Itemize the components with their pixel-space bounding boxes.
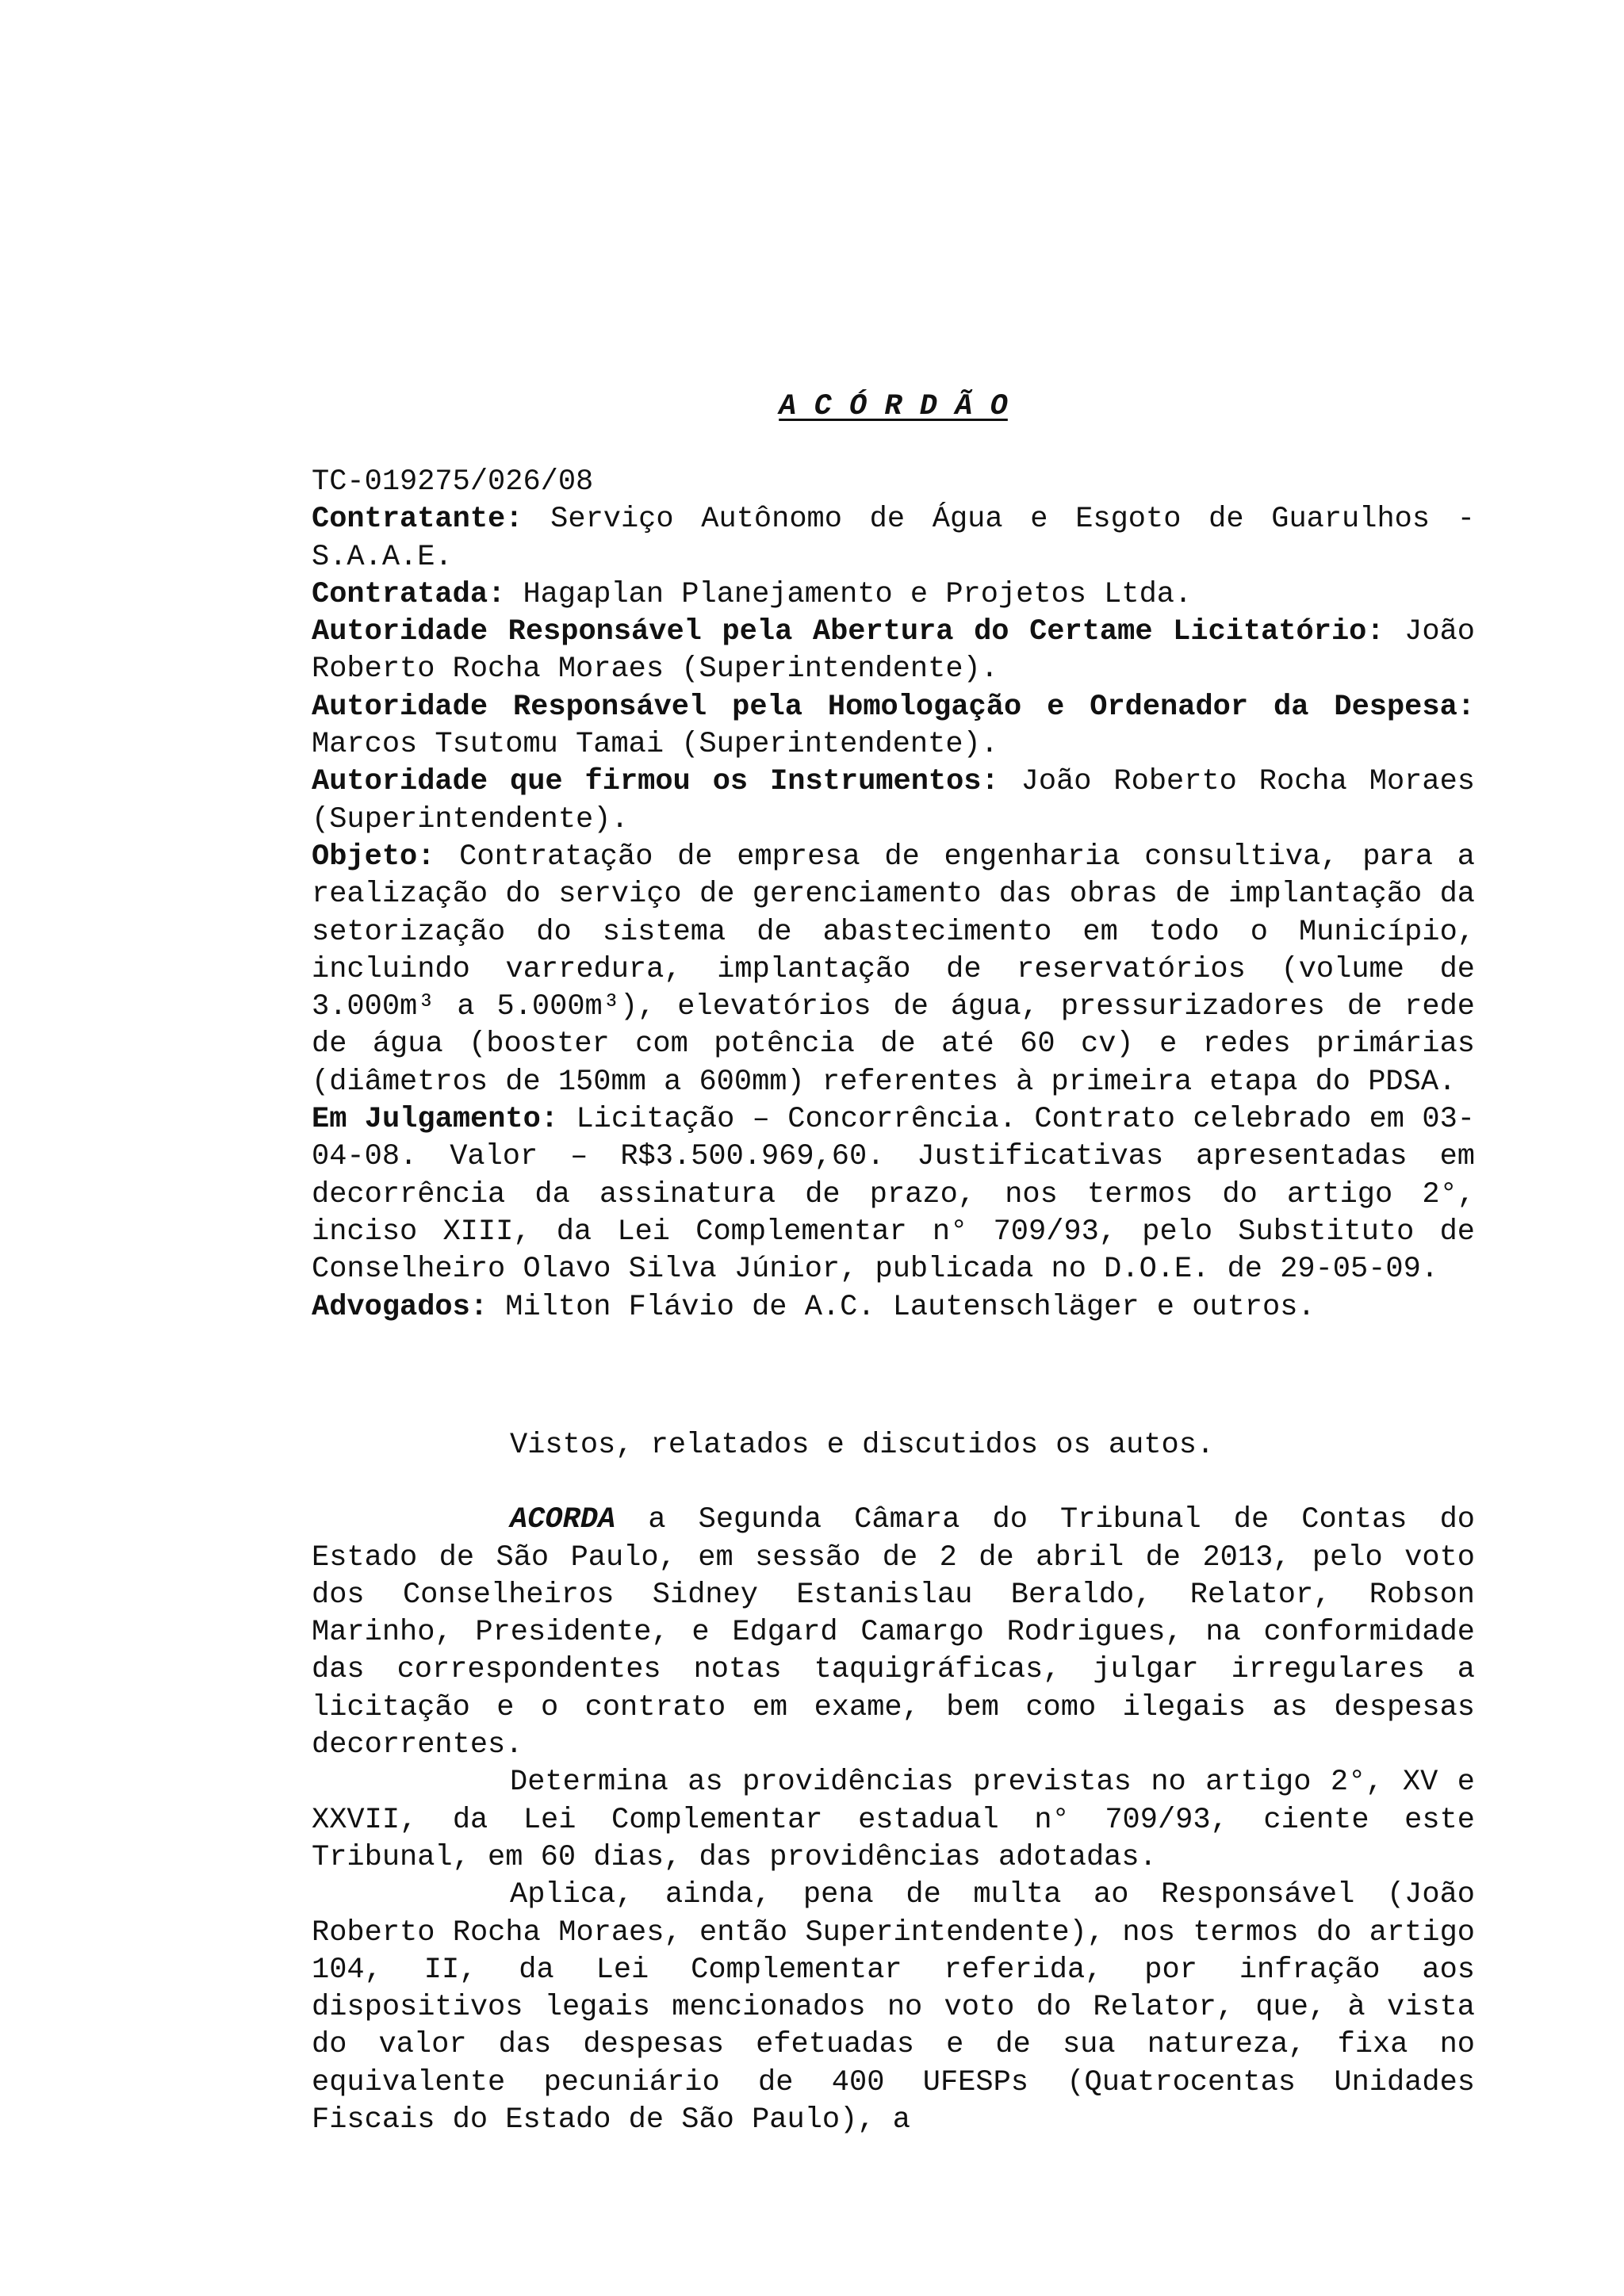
- field-label: Objeto:: [312, 840, 435, 874]
- decision-body: [312, 1427, 1475, 2139]
- field-label: Advogados:: [312, 1290, 488, 1324]
- document-title: A C Ó R D Ã O: [779, 390, 1008, 423]
- field-autoridade-instrumentos: [312, 763, 1475, 839]
- field-objeto: [312, 839, 1475, 1101]
- field-label: Autoridade que firmou os Instrumentos:: [312, 765, 999, 799]
- field-value: Serviço Autônomo de Água e Esgoto de Guarulhos - S.A.A.E.: [312, 503, 1475, 574]
- field-value: Hagaplan Planejamento e Projetos Ltda.: [505, 577, 1193, 611]
- field-label: Autoridade Responsável pela Homologação e Ordenador da Despesa:: [312, 690, 1475, 724]
- field-value: João Roberto Rocha Moraes (Superintendente).: [312, 765, 1475, 836]
- process-number: TC-019275/026/08: [312, 465, 594, 499]
- field-contratante: [312, 501, 1475, 576]
- field-autoridade-homologacao: [312, 689, 1475, 764]
- field-value: Contratação de empresa de engenharia consultiva, para a realização do serviço de gerenciamento das obras de implantação da setorização do sistema de abastecimento em todo o Município, incluindo varredura, implantação de reservatórios (volume de 3.000m³ a 5.000m³), elevatórios de água, pressurizadores de rede de água (booster com potência de até 60 cv) e redes primárias (diâmetros de 150mm a 600mm) referentes à primeira etapa do PDSA.: [312, 840, 1475, 1099]
- field-em-julgamento: [312, 1101, 1475, 1288]
- field-autoridade-abertura: [312, 614, 1475, 689]
- field-contratada: [312, 576, 1475, 614]
- determina-paragraph: Determina as providências previstas no artigo 2°, XV e XXVII, da Lei Complementar estadual n° 709/93, ciente este Tribunal, em 60 dias, das providências adotadas.: [312, 1766, 1475, 1874]
- field-value: Marcos Tsutomu Tamai (Superintendente).: [312, 728, 998, 762]
- acorda-text: a Segunda Câmara do Tribunal de Contas do Estado de São Paulo, em sessão de 2 de abril de 2013, pelo voto dos Conselheiros Sidney Estanislau Beraldo, Relator, Robson Marinho, Presidente, e Edgard Camargo Rodrigues, na conformidade das correspondentes notas taquigráficas, julgar irregulares a licitação e o contrato em exame, bem como ilegais as despesas decorrentes.: [312, 1503, 1475, 1762]
- field-label: Em Julgamento:: [312, 1103, 559, 1137]
- field-value: João Roberto Rocha Moraes (Superintendente).: [312, 615, 1475, 687]
- field-value: Milton Flávio de A.C. Lautenschläger e outros.: [488, 1290, 1316, 1324]
- case-header: [312, 464, 1475, 1326]
- aplica-paragraph: Aplica, ainda, pena de multa ao Responsável (João Roberto Rocha Moraes, então Superintendente), nos termos do artigo 104, II, da Lei Complementar referida, por infração aos dispositivos legais mencionados no voto do Relator, que, à vista do valor das despesas efetuadas e de sua natureza, fixa no equivalente pecuniário de 400 UFESPs (Quatrocentas Unidades Fiscais do Estado de São Paulo), a: [312, 1878, 1475, 2137]
- acorda-word: ACORDA: [510, 1503, 616, 1537]
- field-label: Autoridade Responsável pela Abertura do Certame Licitatório:: [312, 615, 1385, 649]
- field-value: Licitação – Concorrência. Contrato celebrado em 03-04-08. Valor – R$3.500.969,60. Justificativas apresentadas em decorrência da assinatura de prazo, nos termos do artigo 2°, inciso XIII, da Lei Complementar n° 709/93, pelo Substituto de Conselheiro Olavo Silva Júnior, publicada no D.O.E. de 29-05-09.: [312, 1103, 1475, 1287]
- field-label: Contratada:: [312, 577, 506, 611]
- field-advogados: [312, 1289, 1475, 1326]
- acorda-paragraph: [312, 1502, 1475, 1764]
- field-label: Contratante:: [312, 503, 523, 537]
- vistos-paragraph: Vistos, relatados e discutidos os autos.: [510, 1429, 1215, 1462]
